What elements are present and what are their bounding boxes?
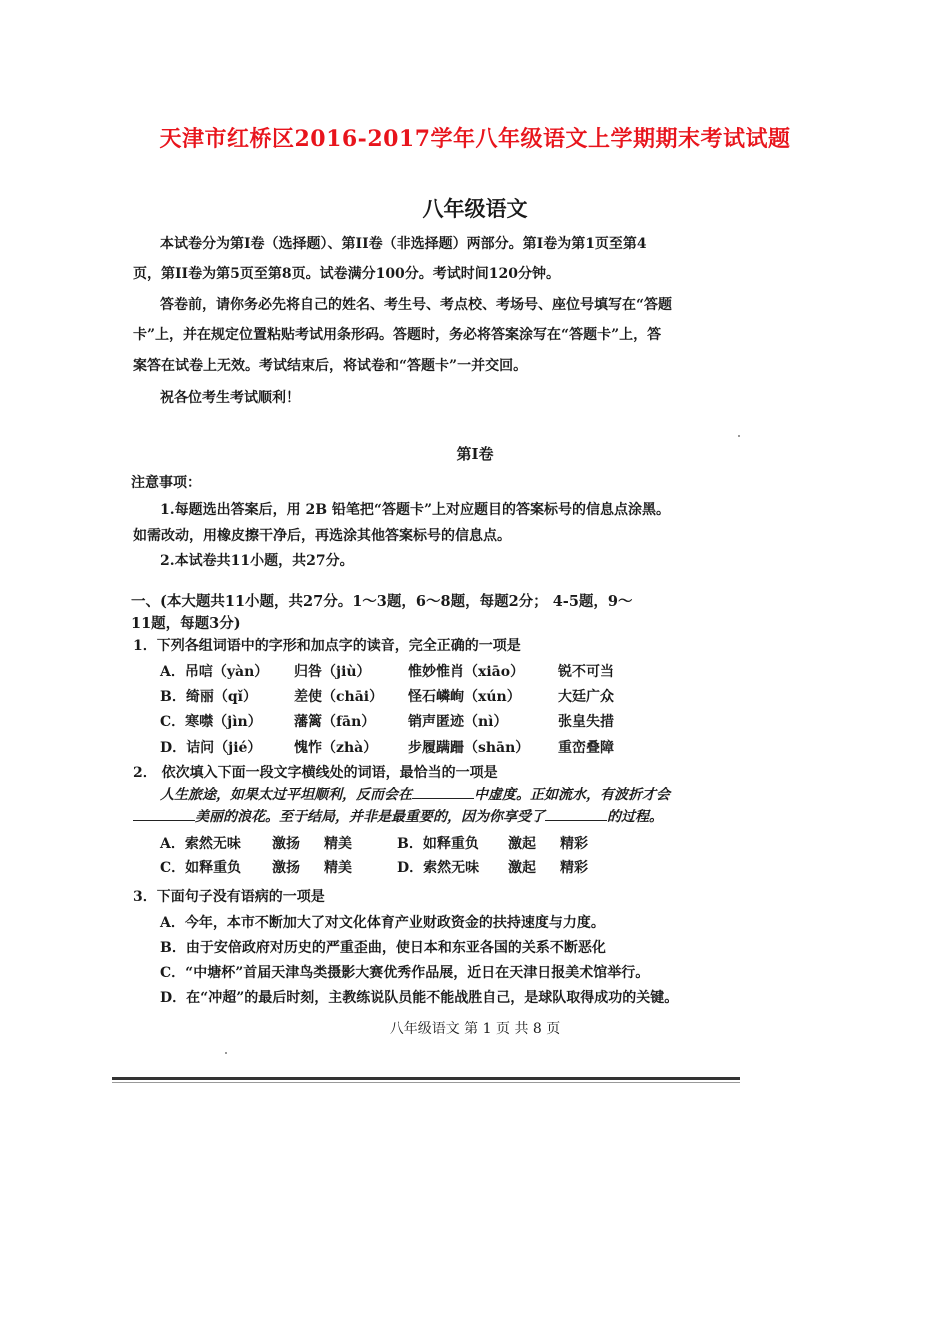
q2-a-2: 激扬 [272,836,300,852]
good-luck-line: 祝各位考生考试顺利！ [160,390,300,406]
q2-blank-1 [412,786,474,799]
part-heading-line-1: 一、(本大题共11小题，共27分。1～3题，6～8题，每题2分； 4-5题，9～ [131,593,633,610]
q2-a-3: 精美 [324,836,352,852]
q2-text-2b: 的过程。 [607,809,663,825]
q2-passage-line-2 [133,806,663,826]
notice-heading: 注意事项： [131,475,201,491]
q2-text-1a: 人生旅途，如果太过平坦顺利，反而会在 [160,787,412,803]
q2-b-3: 精彩 [560,836,588,852]
q2-text-2a: 美丽的浪花。至于结局，并非是最重要的，因为你享受了 [195,809,545,825]
q2-d-1: D．索然无味 [397,860,480,876]
scan-speck [738,435,740,437]
q2-c-2: 激扬 [272,860,300,876]
q1-c-3: 销声匿迹（nì） [408,714,508,730]
q1-b-4: 大廷广众 [558,689,614,705]
intro-line-3: 答卷前，请你务必先将自己的姓名、考生号、考点校、考场号、座位号填写在“答题 [160,297,673,313]
q2-b-2: 激起 [508,836,536,852]
document-title: 天津市红桥区2016-2017学年八年级语文上学期期末考试试题 [159,126,791,152]
q2-c-3: 精美 [324,860,352,876]
q2-d-3: 精彩 [560,860,588,876]
q2-stem: 2． 依次填入下面一段文字横线处的词语，最恰当的一项是 [133,765,498,781]
q3-option-d: D．在“冲超”的最后时刻，主教练说队员能不能战胜自己，是球队取得成功的关键。 [160,990,679,1006]
q1-stem: 1．下列各组词语中的字形和加点字的读音，完全正确的一项是 [133,638,521,654]
q3-option-b: B．由于安倍政府对历史的严重歪曲，使日本和东亚各国的关系不断恶化 [160,940,606,956]
q1-d-3: 步履蹒跚（shān） [408,740,530,756]
q1-a-2: 归咎（jiù） [294,664,371,680]
q2-blank-2 [133,808,195,821]
q1-a-1: A．吊唁（yàn） [160,664,269,680]
q1-c-2: 藩篱（fān） [294,714,376,730]
q2-a-1: A．索然无味 [160,836,241,852]
q3-option-c: C．“中塘杯”首届天津鸟类摄影大赛优秀作品展，近日在天津日报美术馆举行。 [160,965,650,981]
notice-line-1: 1.每题选出答案后，用 2B 铅笔把“答题卡”上对应题目的答案标号的信息点涂黑。 [160,502,671,518]
q2-blank-3 [545,808,607,821]
q2-c-1: C．如释重负 [160,860,242,876]
q3-stem: 3．下面句子没有语病的一项是 [133,889,325,905]
intro-line-4: 卡”上，并在规定位置粘贴考试用条形码。答题时，务必将答案涂写在“答题卡”上，答 [133,327,662,343]
q2-passage-line-1 [160,784,670,804]
part-heading-line-2: 11题，每题3分) [131,615,241,632]
q2-text-1b: 中虚度。正如流水，有波折才会 [474,787,670,803]
q2-b-1: B．如释重负 [397,836,479,852]
intro-line-5: 案答在试卷上无效。考试结束后，将试卷和“答题卡”一并交回。 [133,358,528,374]
q1-b-3: 怪石嶙峋（xún） [408,689,521,705]
scan-speck [225,1052,227,1054]
notice-line-2: 如需改动，用橡皮擦干净后，再选涂其他答案标号的信息点。 [133,528,511,544]
q1-b-1: B．绮丽（qǐ） [160,689,257,705]
intro-line-2: 页，第II卷为第5页至第8页。试卷满分100分。考试时间120分钟。 [133,266,561,282]
q1-b-2: 差使（chāi） [294,689,384,705]
paper-subtitle: 八年级语文 [422,196,528,221]
q3-option-a: A．今年，本市不断加大了对文化体育产业财政资金的扶持速度与力度。 [160,915,605,931]
scan-edge-line-shadow [112,1082,740,1083]
q1-a-3: 惟妙惟肖（xiāo） [408,664,525,680]
scan-edge-line [112,1077,740,1080]
q1-d-2: 愧怍（zhà） [294,740,378,756]
q1-c-4: 张皇失措 [558,714,614,730]
section-title: 第Ⅰ卷 [456,445,494,463]
q1-d-1: D．诘问（jié） [160,740,262,756]
q1-d-4: 重峦叠障 [558,740,614,756]
q1-a-4: 锐不可当 [558,664,614,680]
q2-d-2: 激起 [508,860,536,876]
notice-line-3: 2.本试卷共11小题，共27分。 [160,553,354,569]
intro-line-1: 本试卷分为第Ⅰ卷（选择题）、第II卷（非选择题）两部分。第Ⅰ卷为第1页至第4 [160,236,647,252]
page-footer: 八年级语文 第 1 页 共 8 页 [389,1021,561,1037]
q1-c-1: C．寒噤（jìn） [160,714,262,730]
